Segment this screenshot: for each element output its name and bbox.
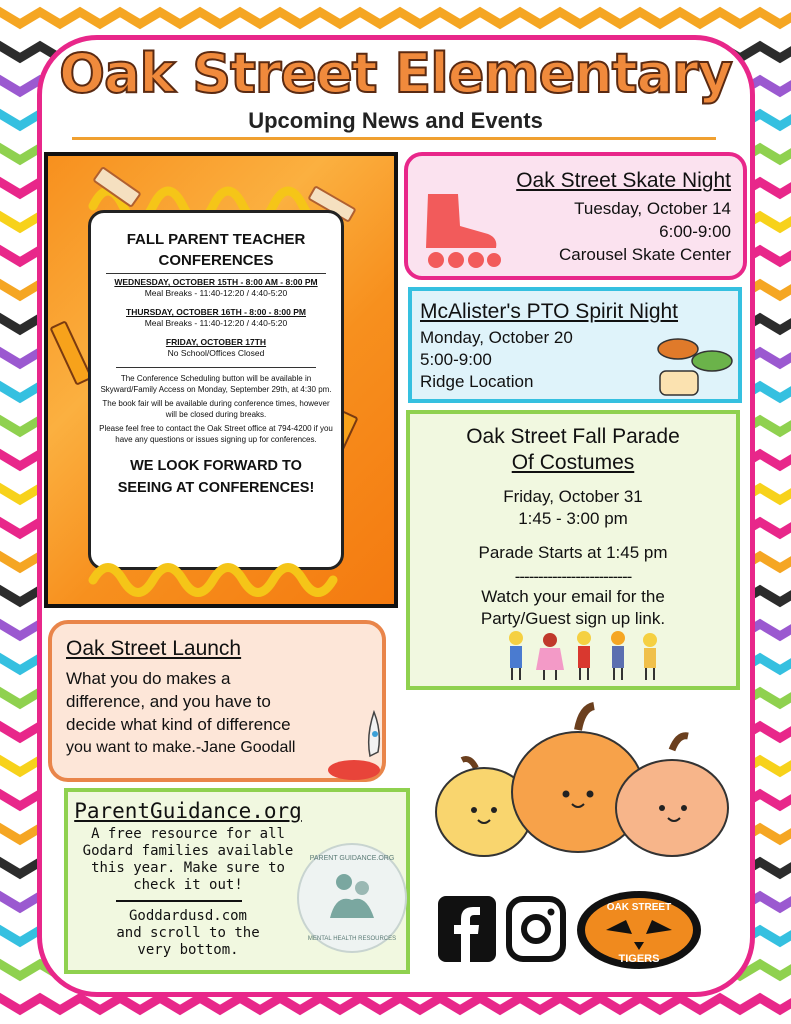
oak-street-tigers-logo xyxy=(576,890,702,970)
conference-heading-line-1: FALL PARENT TEACHER xyxy=(126,231,306,248)
page-title: Oak Street Elementary xyxy=(59,42,732,105)
pumpkin-medium-icon xyxy=(616,736,728,856)
food-icon xyxy=(654,329,734,401)
parent-guidance-line-7: very bottom. xyxy=(137,942,239,958)
conference-book-fair-note: The book fair will be available during conference times, however will be closed during breaks. xyxy=(102,399,330,419)
logo-text-bottom: MENTAL HEALTH RESOURCES xyxy=(307,936,397,942)
facebook-icon[interactable] xyxy=(438,896,496,962)
parade-start-time: Parade Starts at 1:45 pm xyxy=(478,543,668,562)
parent-guidance-card xyxy=(64,788,410,974)
pumpkins-illustration xyxy=(432,700,732,860)
parade-note-line-1: Watch your email for the xyxy=(481,587,665,606)
spirit-night-time: 5:00-9:00 xyxy=(420,350,492,369)
costume-parade-card xyxy=(406,410,740,690)
conference-day-1-breaks: Meal Breaks - 11:40-12:20 / 4:40-5:20 xyxy=(144,288,288,298)
conference-heading-rule xyxy=(106,273,326,274)
parent-guidance-line-1: A free resource for all xyxy=(91,826,285,842)
parent-guidance-line-5: Goddardusd.com xyxy=(128,908,247,924)
conference-day-3: FRIDAY, OCTOBER 17TH xyxy=(165,337,267,347)
parade-note-line-2: Party/Guest sign up link. xyxy=(480,609,666,628)
parent-guidance-line-2: Godard families available xyxy=(82,843,294,859)
page-subtitle: Upcoming News and Events xyxy=(248,108,543,133)
costumed-kids-illustration xyxy=(498,628,668,684)
chevron-stripe xyxy=(0,998,791,1010)
parent-guidance-logo xyxy=(296,842,408,954)
skate-night-title: Oak Street Skate Night xyxy=(516,169,731,192)
skate-night-card xyxy=(404,152,747,280)
conference-separator xyxy=(116,367,316,368)
launch-quote-line-1: What you do makes a xyxy=(66,669,231,688)
conference-closing-line-1: WE LOOK FORWARD TO xyxy=(130,458,302,474)
parent-guidance-rule xyxy=(116,900,242,902)
instagram-icon[interactable] xyxy=(506,896,566,962)
conference-day-2-breaks: Meal Breaks - 11:40-12:20 / 4:40-5:20 xyxy=(144,318,288,328)
conferences-poster xyxy=(44,152,398,608)
parent-guidance-line-3: this year. Make sure to xyxy=(91,860,285,876)
chevron-stripe xyxy=(0,12,791,24)
squiggle-bottom-decoration xyxy=(88,560,348,600)
parade-title-line-2: Of Costumes xyxy=(511,451,635,474)
title-divider xyxy=(72,137,716,140)
parent-guidance-description xyxy=(68,826,308,894)
conference-contact-note: Please feel free to contact the Oak Street office at 794-4200 if you have any questions or issues signing up for conferences. xyxy=(99,424,333,444)
spirit-night-title: McAlister's PTO Spirit Night xyxy=(420,300,679,323)
launch-title: Oak Street Launch xyxy=(66,637,242,660)
skate-night-date: Tuesday, October 14 xyxy=(574,199,731,218)
parade-title-line-1: Oak Street Fall Parade xyxy=(466,425,680,448)
roller-skate-icon xyxy=(418,186,504,272)
skate-night-place: Carousel Skate Center xyxy=(559,245,731,264)
parade-date: Friday, October 31 xyxy=(503,487,643,506)
conference-scheduling-note: The Conference Scheduling button will be available in Skyward/Family Access on Monday, September 29th, at 4:30 pm. xyxy=(100,374,332,394)
conference-heading xyxy=(91,229,341,271)
launch-quote-line-3: decide what kind of difference xyxy=(66,715,291,734)
conference-day-3-note: No School/Offices Closed xyxy=(167,348,265,358)
conference-day-1: WEDNESDAY, OCTOBER 15TH - 8:00 AM - 8:00 PM xyxy=(114,277,318,287)
pencil-icon xyxy=(49,320,92,386)
conference-heading-line-2: CONFERENCES xyxy=(158,252,274,269)
conference-details-card xyxy=(88,210,344,570)
logo-text-top: PARENT GUIDANCE.ORG xyxy=(309,855,395,862)
conference-closing xyxy=(91,455,341,499)
parent-guidance-line-6: and scroll to the xyxy=(116,925,260,941)
conference-day-2: THURSDAY, OCTOBER 16TH - 8:00 - 8:00 PM xyxy=(126,307,306,317)
launch-quote-line-2: difference, and you have to xyxy=(66,692,271,711)
skate-night-time: 6:00-9:00 xyxy=(659,222,731,241)
parade-divider: ------------------------- xyxy=(514,567,632,586)
tigers-logo-top-text: OAK STREET xyxy=(606,902,672,913)
parent-guidance-title: ParentGuidance.org xyxy=(74,799,302,823)
parade-time: 1:45 - 3:00 pm xyxy=(518,509,628,528)
spirit-night-card xyxy=(408,287,742,403)
launch-quote-line-4: you want to make.-Jane Goodall xyxy=(66,739,296,756)
spirit-night-place: Ridge Location xyxy=(420,372,534,391)
parent-guidance-link-note xyxy=(68,908,308,959)
tigers-logo-bottom-text: TIGERS xyxy=(618,953,660,965)
spirit-night-date: Monday, October 20 xyxy=(420,328,573,347)
conference-closing-line-2: SEEING AT CONFERENCES! xyxy=(117,480,315,496)
parent-guidance-line-4: check it out! xyxy=(133,877,243,893)
rocket-icon xyxy=(326,708,396,782)
